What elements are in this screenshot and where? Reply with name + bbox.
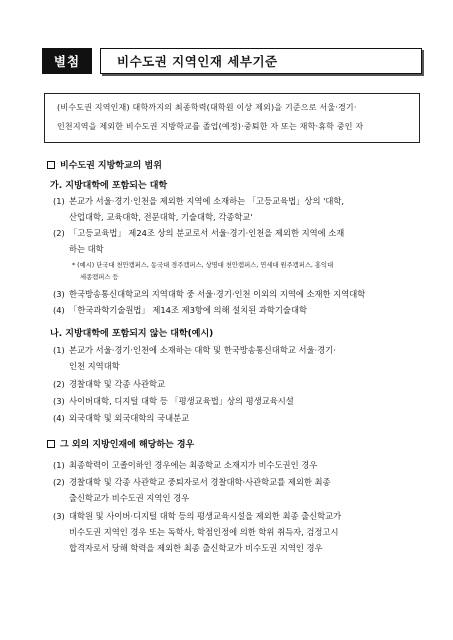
list-item: (4) 「한국과학기술원법」 제14조 제3항에 의해 설치된 과학기술대학 xyxy=(53,305,307,315)
list-item: (3) 대학원 및 사이버·디지털 대학 등의 평생교육시설을 제외한 최종 출신학교가 비수도권 지역인 경우 또는 독학사, 학점인정에 의한 학위 취득자, 검정고시 합격자로서 당해 학력을 제외한 최종 출신학교가 비수도권 지역인 경우 xyxy=(53,511,342,553)
checkbox-square-icon xyxy=(47,161,55,169)
checkbox-square-icon xyxy=(47,440,55,448)
list-item: (1) 본교가 서울·경기·인천을 제외한 지역에 소재하는 「고등교육법」상의 '대학, 산업대학, 교육대학, 전문대학, 기술대학, 각종학교' xyxy=(53,196,345,222)
list-item: (2) 경찰대학 및 각종 사관학교 중퇴자로서 경찰대학·사관학교를 제외한 최종 출신학교가 비수도권 지역인 경우 xyxy=(53,477,331,503)
list-item: (3) 사이버대학, 디지털 대학 등 「평생교육법」상의 평생교육시설 xyxy=(53,396,294,406)
list-item: (1) 최종학력이 고졸이하인 경우에는 최종학교 소재지가 비수도권인 경우 xyxy=(53,460,318,470)
intro-line-1: (비수도권 지역인재) 대학까지의 최종학력(대학원 이상 제외)을 기준으로 서울·경기· xyxy=(57,103,357,112)
list-item: (1) 본교가 서울·경기·인천에 소재하는 대학 및 한국방송통신대학교 서울·경기· 인천 지역대학 xyxy=(53,345,336,371)
example-note: * (예시) 단국대 천안캠퍼스, 동국대 경주캠퍼스, 상명대 천안캠퍼스, 연세대 원주캠퍼스, 홍익대 세종캠퍼스 등 xyxy=(72,262,334,281)
list-item: (3) 한국방송통신대학교의 지역대학 중 서울·경기·인천 이외의 지역에 소재한 지역대학 xyxy=(53,289,366,299)
intro-box xyxy=(44,93,420,143)
list-item: (2) 경찰대학 및 각종 사관학교 xyxy=(53,379,166,389)
attachment-badge: 별첨 xyxy=(42,48,92,74)
title-row xyxy=(42,48,422,74)
page-title: 비수도권 지역인재 세부기준 xyxy=(100,48,422,74)
subsection-ga-heading: 가. 지방대학에 포함되는 대학 xyxy=(50,181,168,191)
section-1-heading: 비수도권 지방학교의 범위 xyxy=(47,158,162,171)
intro-line-2: 인천지역을 제외한 비수도권 지방학교를 졸업(예정)·중퇴한 자 또는 재학·휴학 중인 자 xyxy=(57,122,364,131)
list-item: (2) 「고등교육법」 제24조 상의 분교로서 서울·경기·인천을 제외한 지역에 소재 하는 대학 xyxy=(53,228,345,254)
subsection-na-heading: 나. 지방대학에 포함되지 않는 대학(예시) xyxy=(50,329,214,339)
section-2-heading: 그 외의 지방인재에 해당하는 경우 xyxy=(47,437,194,450)
list-item: (4) 외국대학 및 외국대학의 국내분교 xyxy=(53,413,190,423)
